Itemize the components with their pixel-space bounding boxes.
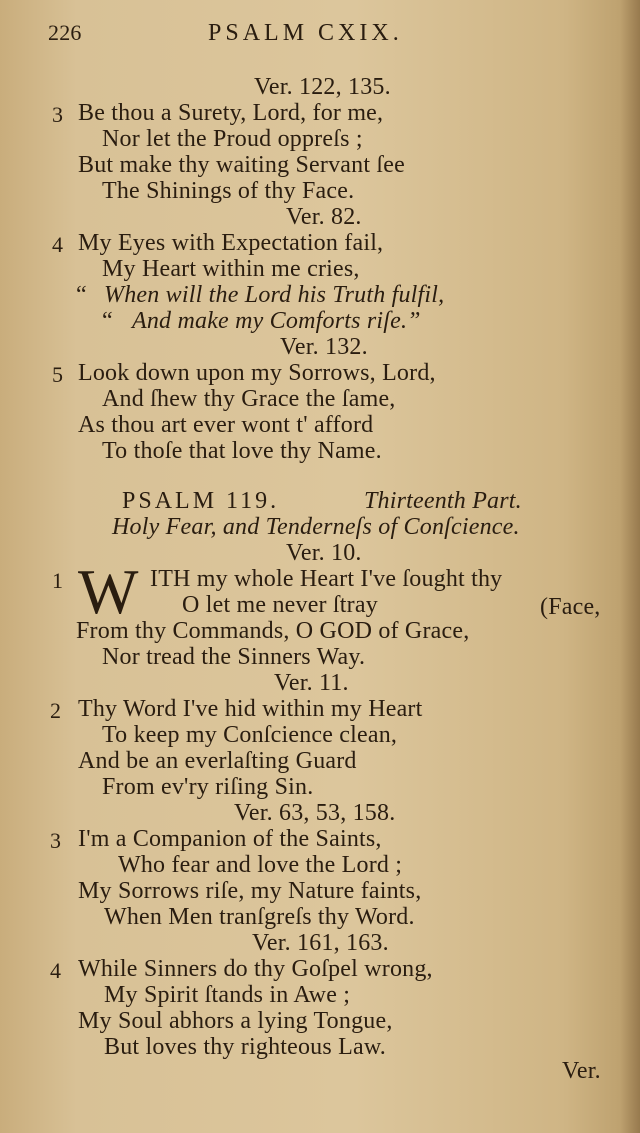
quote-mark: “: [102, 308, 113, 334]
stanza-number: 4: [52, 232, 63, 257]
verse-line: Nor let the Proud oppreſs ;: [102, 126, 363, 152]
verse-line-italic: And make my Comforts riſe.”: [132, 308, 421, 334]
verse-line: While Sinners do thy Goſpel wrong,: [78, 956, 433, 982]
verse-line: Who fear and love the Lord ;: [118, 852, 403, 878]
verse-line: To keep my Conſcience clean,: [102, 722, 398, 748]
verse-line: The Shinings of thy Face.: [102, 178, 355, 204]
verse-line: And ſhew thy Grace the ſame,: [102, 386, 396, 412]
verse-line: But loves thy righteous Law.: [104, 1034, 387, 1060]
stanza-number: 3: [50, 828, 61, 853]
verse-line: And be an everlaſting Guard: [78, 748, 357, 774]
stanza-number: 3: [52, 102, 63, 127]
verse-line-italic: When will the Lord his Truth fulfil,: [104, 282, 445, 308]
page-edge-shadow: [620, 0, 640, 1133]
verse-ref: Ver. 122, 135.: [254, 74, 391, 100]
verse-line: As thou art ever wont t' afford: [78, 412, 374, 438]
verse-ref: Ver. 132.: [280, 334, 368, 360]
verse-line: My Spirit ſtands in Awe ;: [104, 982, 351, 1008]
verse-line: My Soul abhors a lying Tongue,: [78, 1008, 393, 1034]
page-number: 226: [48, 20, 82, 45]
verse-line: From ev'ry riſing Sin.: [102, 774, 314, 800]
quote-mark: “: [76, 282, 87, 308]
running-head: PSALM CXIX.: [208, 20, 403, 46]
verse-line: From thy Commands, O GOD of Grace,: [76, 618, 470, 644]
verse-line: Be thou a Surety, Lord, for me,: [78, 100, 384, 126]
verse-ref: Ver. 161, 163.: [252, 930, 389, 956]
verse-line: Thy Word I've hid within my Heart: [78, 696, 423, 722]
verse-line: I'm a Companion of the Saints,: [78, 826, 382, 852]
stanza-number: 2: [50, 698, 61, 723]
verse-line-overflow: (Face,: [540, 594, 601, 620]
verse-line: When Men tranſgreſs thy Word.: [104, 904, 415, 930]
verse-line: To thoſe that love thy Name.: [102, 438, 382, 464]
stanza-number: 1: [52, 568, 63, 593]
stanza-number: 4: [50, 958, 61, 983]
verse-ref: Ver. 63, 53, 158.: [234, 800, 396, 826]
verse-line: My Sorrows riſe, my Nature faints,: [78, 878, 422, 904]
stanza-number: 5: [52, 362, 63, 387]
verse-line: But make thy waiting Servant ſee: [78, 152, 405, 178]
section-subtitle: Holy Fear, and Tenderneſs of Conſcience.: [112, 514, 520, 540]
catchword: Ver.: [562, 1058, 601, 1084]
verse-line: O let me never ſtray: [182, 592, 378, 618]
verse-line: My Heart within me cries,: [102, 256, 360, 282]
verse-ref: Ver. 11.: [274, 670, 349, 696]
verse-line: My Eyes with Expectation fail,: [78, 230, 384, 256]
section-heading: PSALM 119.: [122, 488, 280, 514]
drop-cap: W: [78, 556, 139, 627]
section-part: Thirteenth Part.: [364, 488, 522, 514]
verse-line: ITH my whole Heart I've ſought thy: [150, 566, 503, 592]
verse-ref: Ver. 10.: [286, 540, 362, 566]
verse-line: Nor tread the Sinners Way.: [102, 644, 366, 670]
verse-line: Look down upon my Sorrows, Lord,: [78, 360, 436, 386]
verse-ref: Ver. 82.: [286, 204, 362, 230]
